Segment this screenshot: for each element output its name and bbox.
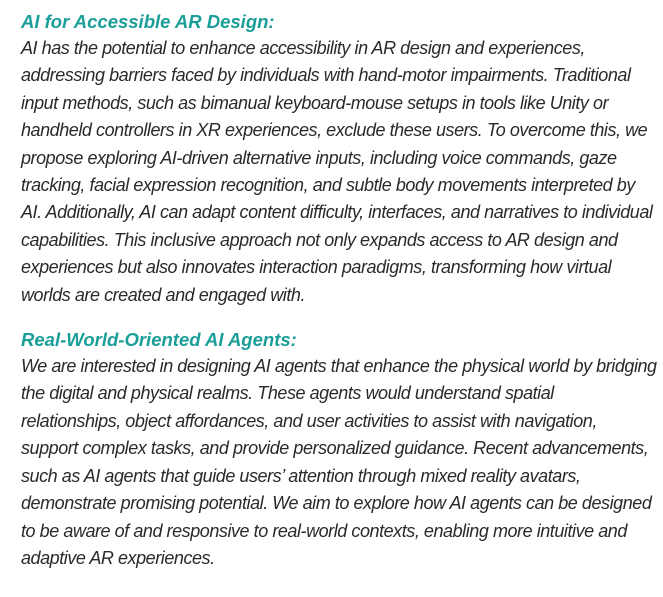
document-page [21, 8, 657, 572]
section-body-accessible-ar-design: AI has the potential to enhance accessibility in AR design and experiences, addressing barriers faced by individuals with hand-motor impairments. Traditional input methods, such as bimanual keyboard-mouse setups in tools like Unity or handheld controllers in XR experiences, exclude these users. To overcome this, we propose exploring AI-driven alternative inputs, including voice commands, gaze tracking, facial expression recognition, and subtle body movements interpreted by AI. Additionally, AI can adapt content difficulty, interfaces, and narratives to individual capabilities. This inclusive approach not only expands access to AR design and experiences but also innovates interaction paradigms, transforming how virtual worlds are created and engaged with. [21, 38, 653, 305]
section-heading-accessible-ar-design: AI for Accessible AR Design: [21, 11, 275, 32]
section-heading-real-world-ai-agents: Real-World-Oriented AI Agents: [21, 329, 297, 351]
section-real-world-ai-agents [21, 326, 657, 572]
section-accessible-ar-design [21, 8, 657, 309]
section-body-real-world-ai-agents: We are interested in designing AI agents that enhance the physical world by bridging the digital and physical realms. These agents would understand spatial relationships, object affordances, and user activities to assist with navigation, support complex tasks, and provide personalized guidance. Recent advancements, such as AI agents that guide users’ attention through mixed reality avatars, demonstrate promising potential. We aim to explore how AI agents can be designed to be aware of and responsive to real-world contexts, enabling more intuitive and adaptive AR experiences. [21, 356, 657, 568]
